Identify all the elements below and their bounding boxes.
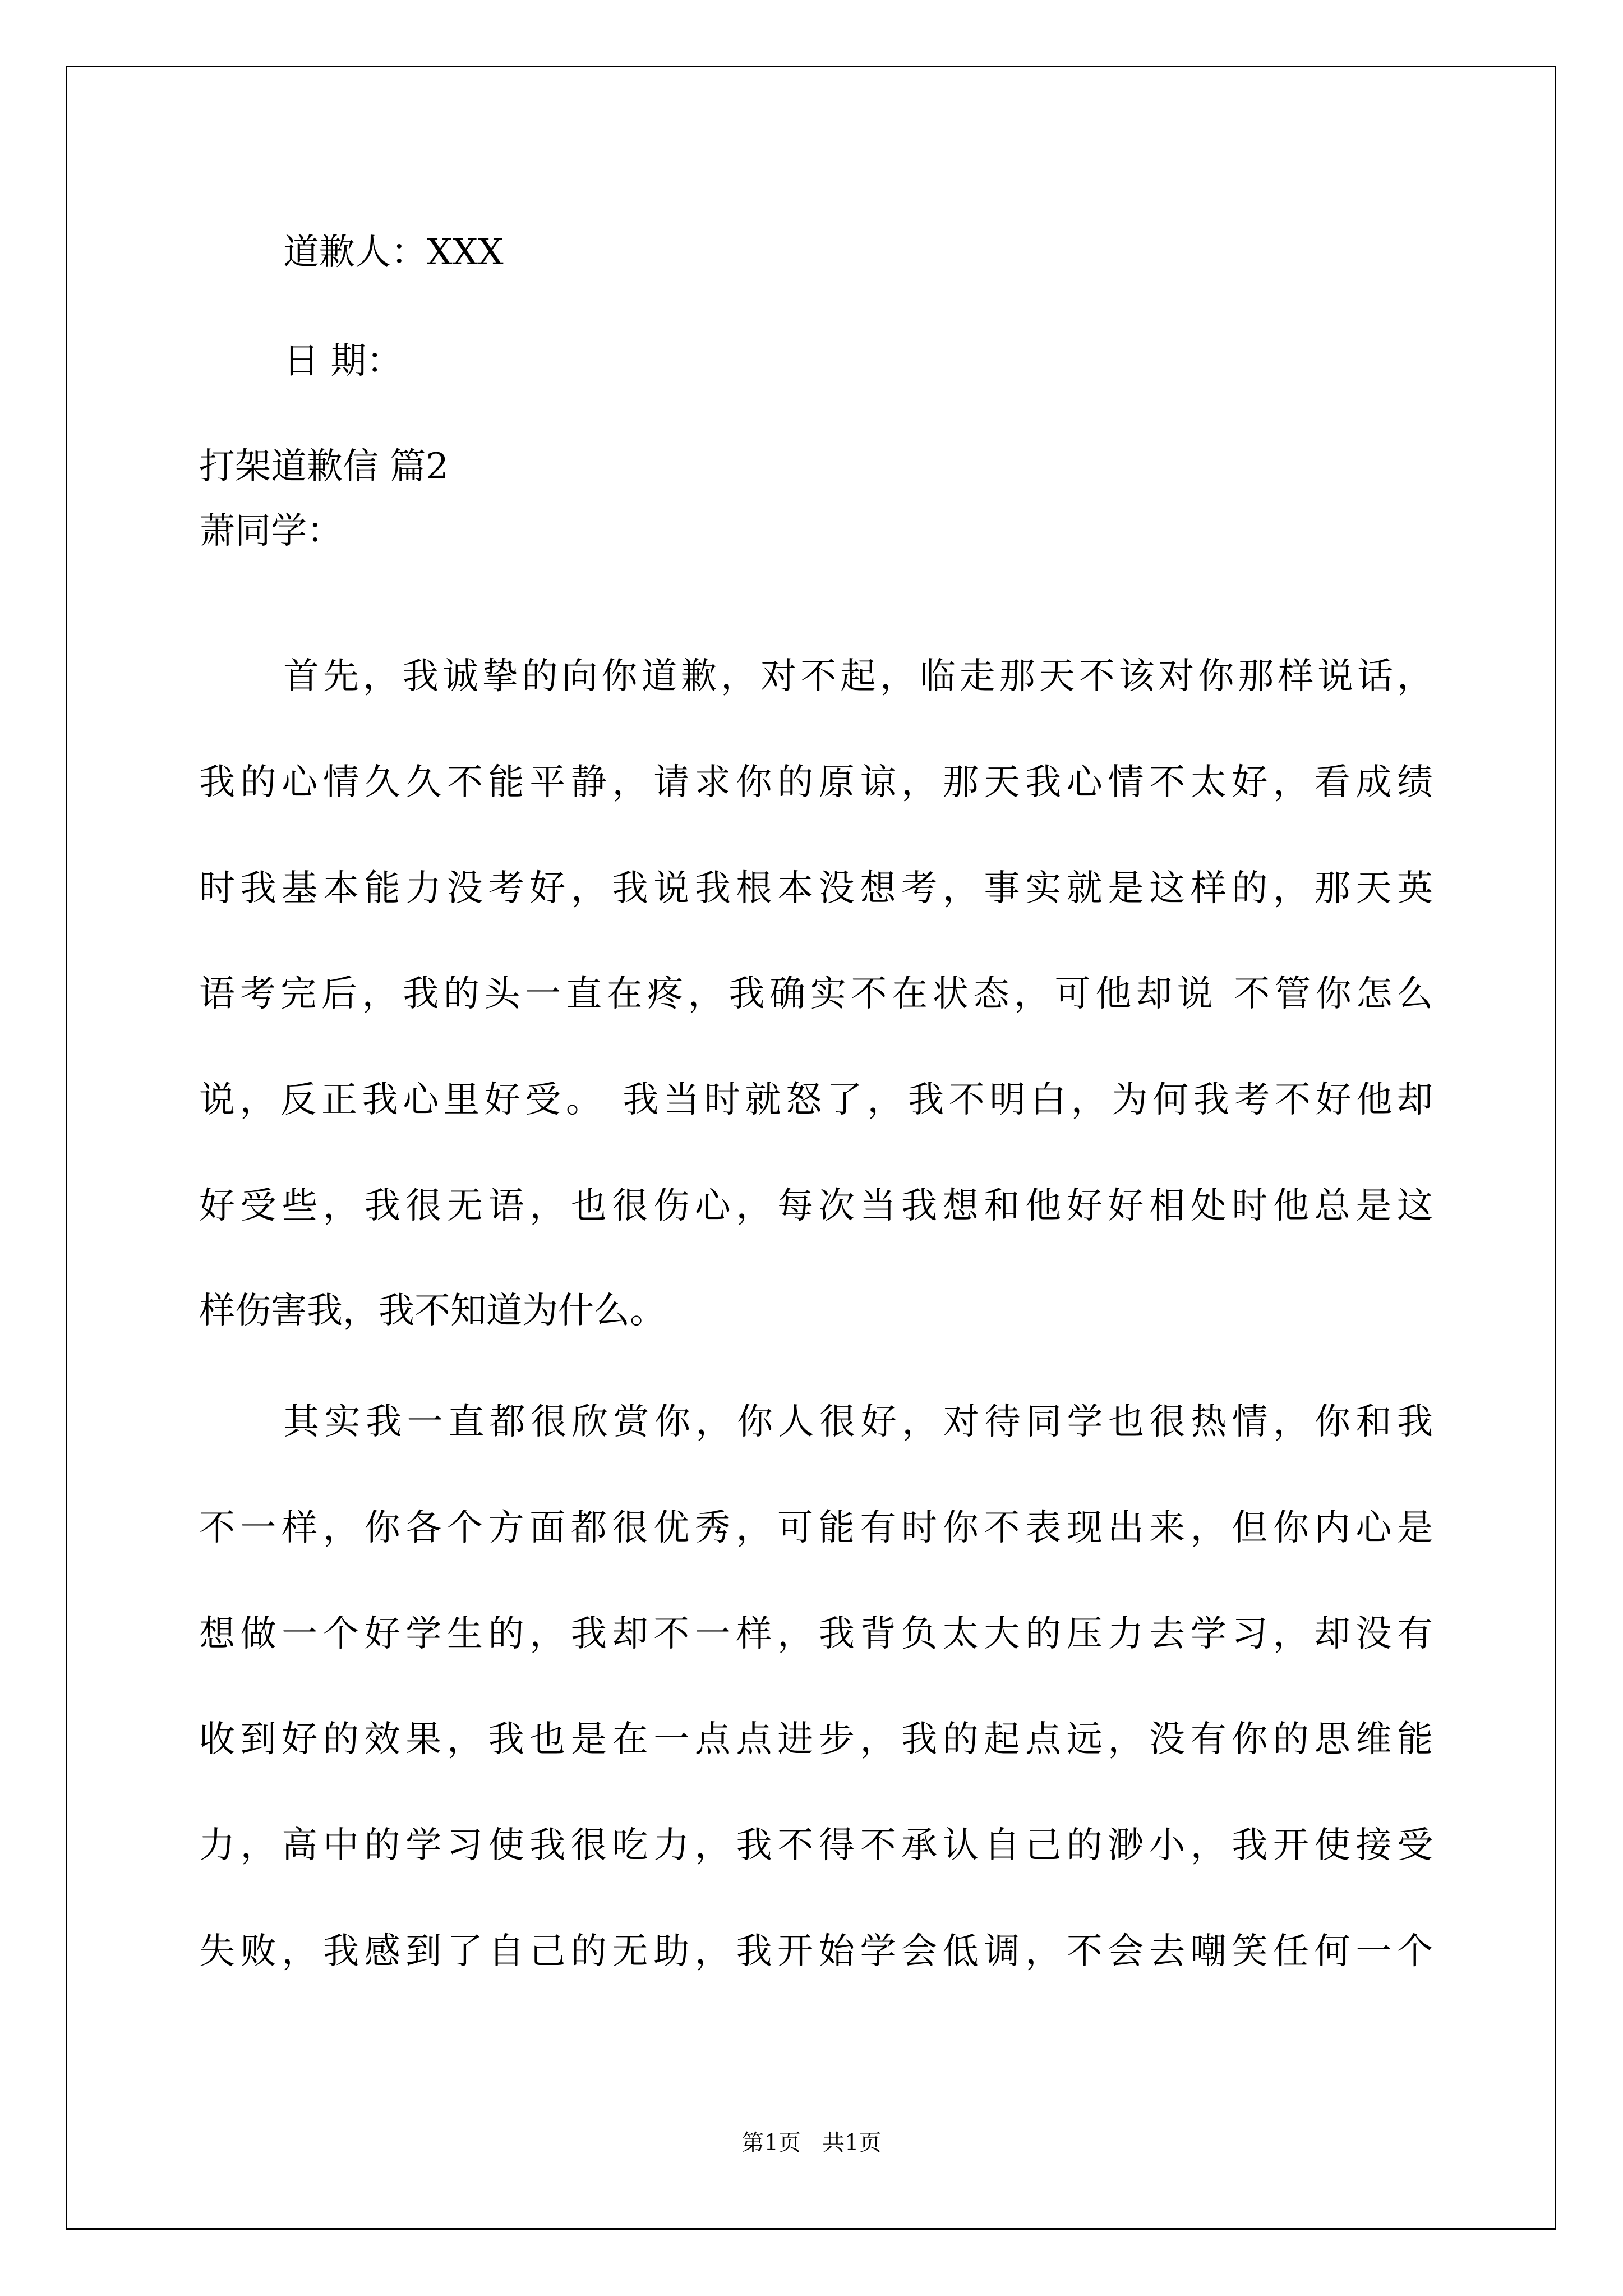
paragraph-line: 样伤害我，我不知道为什么。 — [199, 1290, 666, 1332]
page-border — [66, 66, 1556, 2230]
page-footer: 第1页 共1页 — [741, 2130, 882, 2156]
paragraph-line: 不一样，你各个方面都很优秀，可能有时你不表现出来，但你内心是 — [199, 1507, 1433, 1549]
paragraph-line: 好受些，我很无语，也很伤心，每次当我想和他好好相处时他总是这 — [199, 1185, 1433, 1227]
apologizer-line: 道歉人：XXX — [283, 232, 504, 273]
paragraph-line: 我的心情久久不能平静，请求你的原谅，那天我心情不太好，看成绩 — [199, 762, 1433, 803]
paragraph-line: 首先，我诚挚的向你道歉，对不起，临走那天不该对你那样说话， — [283, 656, 1433, 697]
date-line: 日 期： — [283, 341, 403, 382]
paragraph-line: 想做一个好学生的，我却不一样，我背负太大的压力去学习，却没有 — [199, 1613, 1433, 1655]
paragraph-line: 说，反正我心里好受。 我当时就怒了，我不明白，为何我考不好他却 — [199, 1079, 1433, 1121]
salutation: 萧同学： — [199, 510, 343, 552]
section-heading: 打架道歉信 篇2 — [199, 446, 449, 487]
paragraph-line: 力，高中的学习使我很吃力，我不得不承认自己的渺小，我开使接受 — [199, 1825, 1433, 1866]
paragraph-line: 失败，我感到了自己的无助，我开始学会低调，不会去嘲笑任何一个 — [199, 1931, 1433, 1972]
paragraph-line: 时我基本能力没考好，我说我根本没想考，事实就是这样的，那天英 — [199, 868, 1433, 909]
paragraph-line: 收到好的效果，我也是在一点点进步，我的起点远，没有你的思维能 — [199, 1719, 1433, 1760]
paragraph-line: 语考完后，我的头一直在疼，我确实不在状态，可他却说 不管你怎么 — [199, 973, 1433, 1015]
paragraph-line: 其实我一直都很欣赏你，你人很好，对待同学也很热情，你和我 — [283, 1401, 1433, 1443]
